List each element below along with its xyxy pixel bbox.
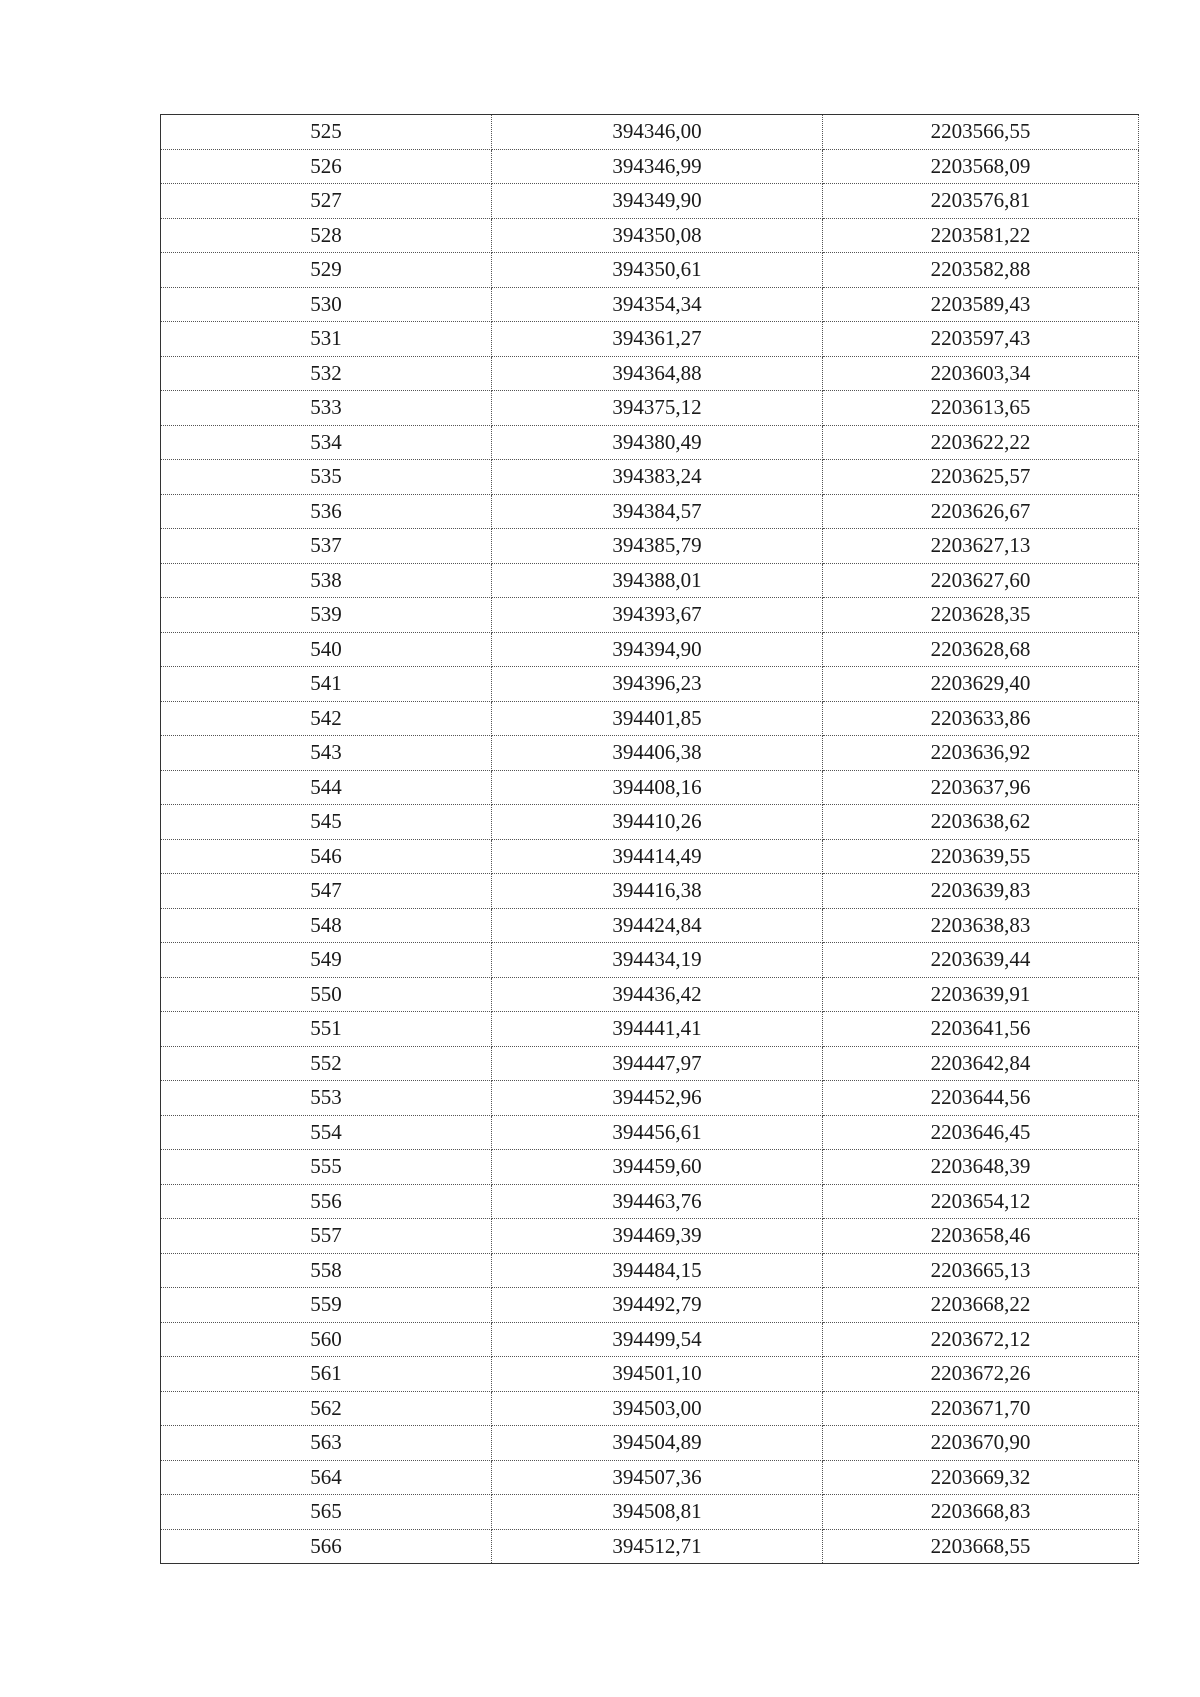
point-number-cell: 534 xyxy=(161,425,492,460)
point-number-cell: 545 xyxy=(161,805,492,840)
point-number-cell: 528 xyxy=(161,218,492,253)
table-row xyxy=(161,460,1139,495)
table-row xyxy=(161,1219,1139,1254)
point-number-cell: 547 xyxy=(161,874,492,909)
point-number-cell: 541 xyxy=(161,667,492,702)
x-coordinate-cell: 394375,12 xyxy=(492,391,823,426)
point-number-cell: 549 xyxy=(161,943,492,978)
x-coordinate-cell: 394463,76 xyxy=(492,1184,823,1219)
y-coordinate-cell: 2203641,56 xyxy=(823,1012,1139,1047)
table-row xyxy=(161,667,1139,702)
point-number-cell: 546 xyxy=(161,839,492,874)
x-coordinate-cell: 394436,42 xyxy=(492,977,823,1012)
table-row xyxy=(161,632,1139,667)
table-row xyxy=(161,322,1139,357)
point-number-cell: 527 xyxy=(161,184,492,219)
y-coordinate-cell: 2203582,88 xyxy=(823,253,1139,288)
point-number-cell: 535 xyxy=(161,460,492,495)
x-coordinate-cell: 394434,19 xyxy=(492,943,823,978)
point-number-cell: 540 xyxy=(161,632,492,667)
point-number-cell: 566 xyxy=(161,1529,492,1564)
point-number-cell: 565 xyxy=(161,1495,492,1530)
point-number-cell: 529 xyxy=(161,253,492,288)
x-coordinate-cell: 394410,26 xyxy=(492,805,823,840)
table-row xyxy=(161,1460,1139,1495)
point-number-cell: 562 xyxy=(161,1391,492,1426)
point-number-cell: 533 xyxy=(161,391,492,426)
y-coordinate-cell: 2203642,84 xyxy=(823,1046,1139,1081)
y-coordinate-cell: 2203672,12 xyxy=(823,1322,1139,1357)
x-coordinate-cell: 394499,54 xyxy=(492,1322,823,1357)
point-number-cell: 564 xyxy=(161,1460,492,1495)
y-coordinate-cell: 2203638,83 xyxy=(823,908,1139,943)
y-coordinate-cell: 2203670,90 xyxy=(823,1426,1139,1461)
y-coordinate-cell: 2203637,96 xyxy=(823,770,1139,805)
y-coordinate-cell: 2203581,22 xyxy=(823,218,1139,253)
x-coordinate-cell: 394452,96 xyxy=(492,1081,823,1116)
y-coordinate-cell: 2203629,40 xyxy=(823,667,1139,702)
y-coordinate-cell: 2203658,46 xyxy=(823,1219,1139,1254)
table-row xyxy=(161,1357,1139,1392)
table-row xyxy=(161,1495,1139,1530)
point-number-cell: 536 xyxy=(161,494,492,529)
point-number-cell: 554 xyxy=(161,1115,492,1150)
point-number-cell: 539 xyxy=(161,598,492,633)
x-coordinate-cell: 394350,08 xyxy=(492,218,823,253)
x-coordinate-cell: 394492,79 xyxy=(492,1288,823,1323)
table-row xyxy=(161,908,1139,943)
point-number-cell: 556 xyxy=(161,1184,492,1219)
y-coordinate-cell: 2203603,34 xyxy=(823,356,1139,391)
y-coordinate-cell: 2203589,43 xyxy=(823,287,1139,322)
point-number-cell: 557 xyxy=(161,1219,492,1254)
y-coordinate-cell: 2203627,13 xyxy=(823,529,1139,564)
y-coordinate-cell: 2203628,35 xyxy=(823,598,1139,633)
y-coordinate-cell: 2203566,55 xyxy=(823,115,1139,150)
y-coordinate-cell: 2203622,22 xyxy=(823,425,1139,460)
x-coordinate-cell: 394408,16 xyxy=(492,770,823,805)
point-number-cell: 560 xyxy=(161,1322,492,1357)
y-coordinate-cell: 2203633,86 xyxy=(823,701,1139,736)
table-row xyxy=(161,1288,1139,1323)
point-number-cell: 559 xyxy=(161,1288,492,1323)
y-coordinate-cell: 2203636,92 xyxy=(823,736,1139,771)
table-row xyxy=(161,1391,1139,1426)
table-row xyxy=(161,1426,1139,1461)
table-row xyxy=(161,391,1139,426)
x-coordinate-cell: 394385,79 xyxy=(492,529,823,564)
table-row xyxy=(161,977,1139,1012)
table-row xyxy=(161,494,1139,529)
x-coordinate-cell: 394364,88 xyxy=(492,356,823,391)
table-row xyxy=(161,1529,1139,1564)
point-number-cell: 526 xyxy=(161,149,492,184)
table-row xyxy=(161,149,1139,184)
x-coordinate-cell: 394512,71 xyxy=(492,1529,823,1564)
x-coordinate-cell: 394346,99 xyxy=(492,149,823,184)
y-coordinate-cell: 2203644,56 xyxy=(823,1081,1139,1116)
y-coordinate-cell: 2203638,62 xyxy=(823,805,1139,840)
coordinates-table-body xyxy=(161,115,1139,1564)
y-coordinate-cell: 2203646,45 xyxy=(823,1115,1139,1150)
x-coordinate-cell: 394383,24 xyxy=(492,460,823,495)
table-row xyxy=(161,563,1139,598)
point-number-cell: 553 xyxy=(161,1081,492,1116)
x-coordinate-cell: 394504,89 xyxy=(492,1426,823,1461)
y-coordinate-cell: 2203639,55 xyxy=(823,839,1139,874)
x-coordinate-cell: 394416,38 xyxy=(492,874,823,909)
table-row xyxy=(161,598,1139,633)
table-row xyxy=(161,184,1139,219)
x-coordinate-cell: 394346,00 xyxy=(492,115,823,150)
x-coordinate-cell: 394469,39 xyxy=(492,1219,823,1254)
x-coordinate-cell: 394441,41 xyxy=(492,1012,823,1047)
y-coordinate-cell: 2203568,09 xyxy=(823,149,1139,184)
table-row xyxy=(161,253,1139,288)
point-number-cell: 544 xyxy=(161,770,492,805)
y-coordinate-cell: 2203654,12 xyxy=(823,1184,1139,1219)
table-row xyxy=(161,736,1139,771)
x-coordinate-cell: 394447,97 xyxy=(492,1046,823,1081)
table-row xyxy=(161,1184,1139,1219)
table-row xyxy=(161,1012,1139,1047)
table-row xyxy=(161,425,1139,460)
y-coordinate-cell: 2203639,91 xyxy=(823,977,1139,1012)
x-coordinate-cell: 394424,84 xyxy=(492,908,823,943)
y-coordinate-cell: 2203628,68 xyxy=(823,632,1139,667)
y-coordinate-cell: 2203627,60 xyxy=(823,563,1139,598)
table-row xyxy=(161,1322,1139,1357)
x-coordinate-cell: 394380,49 xyxy=(492,425,823,460)
x-coordinate-cell: 394388,01 xyxy=(492,563,823,598)
x-coordinate-cell: 394354,34 xyxy=(492,287,823,322)
point-number-cell: 563 xyxy=(161,1426,492,1461)
table-row xyxy=(161,1150,1139,1185)
y-coordinate-cell: 2203668,55 xyxy=(823,1529,1139,1564)
point-number-cell: 525 xyxy=(161,115,492,150)
point-number-cell: 550 xyxy=(161,977,492,1012)
table-row xyxy=(161,1253,1139,1288)
y-coordinate-cell: 2203625,57 xyxy=(823,460,1139,495)
x-coordinate-cell: 394350,61 xyxy=(492,253,823,288)
x-coordinate-cell: 394393,67 xyxy=(492,598,823,633)
x-coordinate-cell: 394394,90 xyxy=(492,632,823,667)
table-row xyxy=(161,115,1139,150)
x-coordinate-cell: 394406,38 xyxy=(492,736,823,771)
y-coordinate-cell: 2203639,83 xyxy=(823,874,1139,909)
point-number-cell: 552 xyxy=(161,1046,492,1081)
table-row xyxy=(161,218,1139,253)
point-number-cell: 558 xyxy=(161,1253,492,1288)
x-coordinate-cell: 394501,10 xyxy=(492,1357,823,1392)
table-row xyxy=(161,529,1139,564)
y-coordinate-cell: 2203648,39 xyxy=(823,1150,1139,1185)
y-coordinate-cell: 2203671,70 xyxy=(823,1391,1139,1426)
y-coordinate-cell: 2203576,81 xyxy=(823,184,1139,219)
y-coordinate-cell: 2203672,26 xyxy=(823,1357,1139,1392)
point-number-cell: 542 xyxy=(161,701,492,736)
x-coordinate-cell: 394507,36 xyxy=(492,1460,823,1495)
x-coordinate-cell: 394484,15 xyxy=(492,1253,823,1288)
point-number-cell: 555 xyxy=(161,1150,492,1185)
table-row xyxy=(161,770,1139,805)
table-row xyxy=(161,805,1139,840)
table-row xyxy=(161,701,1139,736)
coordinates-table xyxy=(160,114,1139,1564)
x-coordinate-cell: 394396,23 xyxy=(492,667,823,702)
point-number-cell: 548 xyxy=(161,908,492,943)
table-row xyxy=(161,287,1139,322)
point-number-cell: 543 xyxy=(161,736,492,771)
table-row xyxy=(161,1046,1139,1081)
x-coordinate-cell: 394349,90 xyxy=(492,184,823,219)
y-coordinate-cell: 2203597,43 xyxy=(823,322,1139,357)
x-coordinate-cell: 394456,61 xyxy=(492,1115,823,1150)
y-coordinate-cell: 2203665,13 xyxy=(823,1253,1139,1288)
y-coordinate-cell: 2203668,22 xyxy=(823,1288,1139,1323)
point-number-cell: 561 xyxy=(161,1357,492,1392)
x-coordinate-cell: 394401,85 xyxy=(492,701,823,736)
point-number-cell: 530 xyxy=(161,287,492,322)
table-row xyxy=(161,874,1139,909)
y-coordinate-cell: 2203669,32 xyxy=(823,1460,1139,1495)
table-row xyxy=(161,1115,1139,1150)
y-coordinate-cell: 2203668,83 xyxy=(823,1495,1139,1530)
point-number-cell: 531 xyxy=(161,322,492,357)
x-coordinate-cell: 394459,60 xyxy=(492,1150,823,1185)
y-coordinate-cell: 2203613,65 xyxy=(823,391,1139,426)
table-row xyxy=(161,839,1139,874)
x-coordinate-cell: 394414,49 xyxy=(492,839,823,874)
point-number-cell: 551 xyxy=(161,1012,492,1047)
point-number-cell: 532 xyxy=(161,356,492,391)
y-coordinate-cell: 2203639,44 xyxy=(823,943,1139,978)
point-number-cell: 538 xyxy=(161,563,492,598)
x-coordinate-cell: 394508,81 xyxy=(492,1495,823,1530)
x-coordinate-cell: 394361,27 xyxy=(492,322,823,357)
table-row xyxy=(161,943,1139,978)
table-row xyxy=(161,356,1139,391)
x-coordinate-cell: 394503,00 xyxy=(492,1391,823,1426)
x-coordinate-cell: 394384,57 xyxy=(492,494,823,529)
table-row xyxy=(161,1081,1139,1116)
point-number-cell: 537 xyxy=(161,529,492,564)
y-coordinate-cell: 2203626,67 xyxy=(823,494,1139,529)
